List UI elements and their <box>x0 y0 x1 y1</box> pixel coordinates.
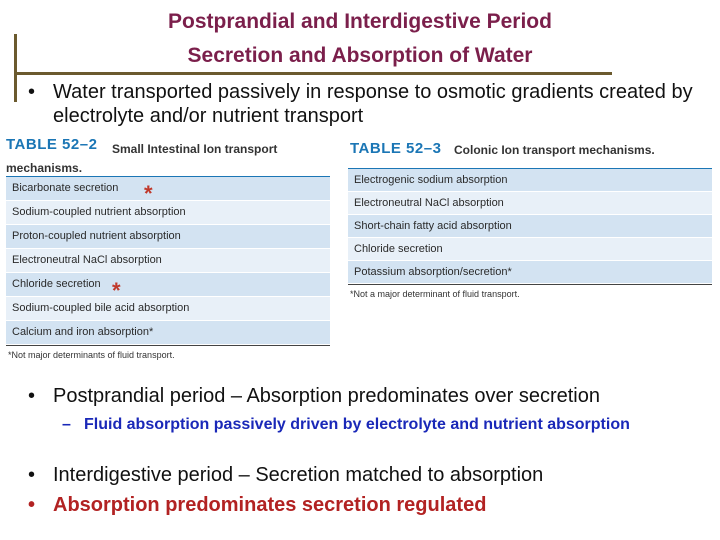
table-row: Calcium and iron absorption* <box>6 321 330 345</box>
table-row: Sodium-coupled nutrient absorption <box>6 201 330 225</box>
table-row: Electrogenic sodium absorption <box>348 169 712 192</box>
bullet-dot: • <box>28 385 36 407</box>
table-colonic <box>348 140 712 299</box>
bullet-dot: • <box>28 81 36 103</box>
table-row: Potassium absorption/secretion* <box>348 261 712 284</box>
title-underline <box>14 72 612 75</box>
bullet-text: Water transported passively in response to osmotic gradients created by electrolyte and/or nutrient transport <box>53 81 693 127</box>
table-number: TABLE 52–2 <box>6 136 98 153</box>
table-footnote: *Not a major determinant of fluid transport. <box>350 289 520 299</box>
table-row: Chloride secretion <box>348 238 712 261</box>
bullet-dot: • <box>28 494 36 516</box>
bullet-postprandial <box>28 384 718 408</box>
table-row: Bicarbonate secretion <box>6 177 330 201</box>
table-title-cont: mechanisms. <box>6 161 83 175</box>
bullet-interdigestive <box>28 463 718 487</box>
bullet-water-transport <box>28 80 718 128</box>
table-small-intestinal <box>6 136 330 360</box>
table-row: Chloride secretion <box>6 273 330 297</box>
bullet-absorption-regulated <box>28 493 718 517</box>
table-bottom-rule <box>6 345 330 346</box>
annotation-star-bicarbonate: * <box>144 181 153 206</box>
table-row: Electroneutral NaCl absorption <box>6 249 330 273</box>
table-header <box>6 136 330 176</box>
bullet-dot: • <box>28 464 36 486</box>
bullet-text: Interdigestive period – Secretion matched to absorption <box>53 464 544 486</box>
table-row: Short-chain fatty acid absorption <box>348 215 712 238</box>
table-row: Sodium-coupled bile acid absorption <box>6 297 330 321</box>
bullet-text: Absorption predominates secretion regulated <box>53 494 487 516</box>
sub-bullet-dash: – <box>62 416 71 433</box>
table-number: TABLE 52–3 <box>350 140 442 157</box>
bullet-text: Postprandial period – Absorption predominates over secretion <box>53 385 600 407</box>
slide-title-line2: Secretion and Absorption of Water <box>187 44 533 67</box>
table-title: Colonic Ion transport mechanisms. <box>454 143 655 157</box>
table-footnote: *Not major determinants of fluid transport. <box>8 350 175 360</box>
slide-title-line1: Postprandial and Interdigestive Period <box>168 10 552 33</box>
table-row: Electroneutral NaCl absorption <box>348 192 712 215</box>
title-side-rule <box>14 34 17 102</box>
sub-bullet-fluid-absorption <box>62 415 662 434</box>
table-bottom-rule <box>348 284 712 285</box>
table-header <box>348 140 712 168</box>
table-title: Small Intestinal Ion transport <box>112 142 278 156</box>
table-row: Proton-coupled nutrient absorption <box>6 225 330 249</box>
annotation-star-chloride: * <box>112 278 121 303</box>
sub-bullet-text: Fluid absorption passively driven by electrolyte and nutrient absorption <box>84 416 630 433</box>
